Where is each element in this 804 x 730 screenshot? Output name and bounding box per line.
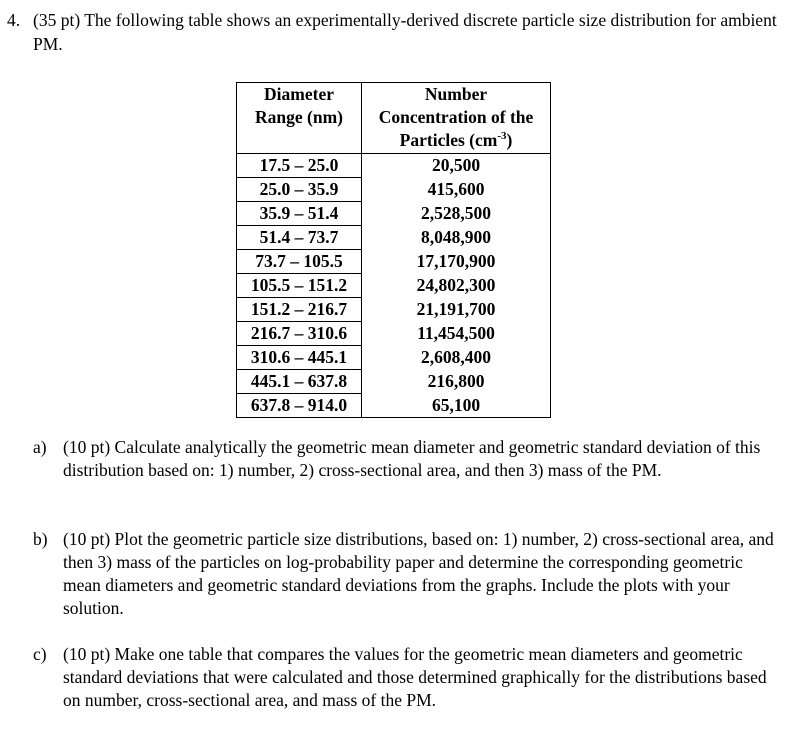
number-concentration-header bbox=[362, 83, 551, 154]
part-c-label: c) bbox=[33, 644, 47, 664]
diameter-range-cell: 73.7 – 105.5 bbox=[237, 250, 362, 274]
number-concentration-cell: 8,048,900 bbox=[362, 226, 551, 250]
number-concentration-cell: 415,600 bbox=[362, 178, 551, 202]
units-exponent: -3 bbox=[497, 130, 507, 143]
number-header-line3 bbox=[366, 129, 546, 152]
part-c-text: (10 pt) Make one table that compares the values for the geometric mean diameters and geometric standard deviations that were calculated and those determined graphically for the distributions based on number, cross-sectional area, and mass of the PM. bbox=[63, 644, 767, 710]
table-row bbox=[237, 226, 551, 250]
table-row bbox=[237, 178, 551, 202]
number-concentration-cell: 21,191,700 bbox=[362, 298, 551, 322]
number-concentration-cell: 65,100 bbox=[362, 394, 551, 418]
table-row bbox=[237, 274, 551, 298]
number-concentration-cell: 2,528,500 bbox=[362, 202, 551, 226]
question-text: (35 pt) The following table shows an experimentally-derived discrete particle size distribution for ambient PM. bbox=[33, 10, 777, 54]
diameter-range-cell: 35.9 – 51.4 bbox=[237, 202, 362, 226]
diameter-range-cell: 151.2 – 216.7 bbox=[237, 298, 362, 322]
table-row bbox=[237, 202, 551, 226]
table-row bbox=[237, 370, 551, 394]
diameter-header-line2: Range (nm) bbox=[255, 107, 343, 127]
part-b bbox=[33, 528, 783, 620]
diameter-range-cell: 105.5 – 151.2 bbox=[237, 274, 362, 298]
part-b-label: b) bbox=[33, 529, 48, 549]
diameter-range-cell: 216.7 – 310.6 bbox=[237, 322, 362, 346]
number-concentration-cell: 2,608,400 bbox=[362, 346, 551, 370]
table-row bbox=[237, 298, 551, 322]
number-concentration-cell: 216,800 bbox=[362, 370, 551, 394]
units-close: ) bbox=[506, 130, 513, 150]
diameter-header-line1: Diameter bbox=[264, 84, 334, 104]
part-a-label: a) bbox=[33, 437, 47, 457]
number-concentration-cell: 17,170,900 bbox=[362, 250, 551, 274]
number-header-line1: Number bbox=[424, 84, 488, 104]
question-number: 4. bbox=[7, 10, 21, 30]
table-row bbox=[237, 322, 551, 346]
part-a bbox=[33, 436, 783, 482]
particle-size-table bbox=[236, 82, 551, 418]
diameter-range-cell: 25.0 – 35.9 bbox=[237, 178, 362, 202]
number-concentration-cell: 11,454,500 bbox=[362, 322, 551, 346]
table-row bbox=[237, 250, 551, 274]
diameter-range-cell: 445.1 – 637.8 bbox=[237, 370, 362, 394]
table-row bbox=[237, 154, 551, 178]
diameter-range-cell: 17.5 – 25.0 bbox=[237, 154, 362, 178]
question-header bbox=[7, 8, 797, 56]
diameter-range-cell: 310.6 – 445.1 bbox=[237, 346, 362, 370]
table-row bbox=[237, 394, 551, 418]
number-header-line2: Concentration of the bbox=[378, 107, 534, 127]
number-concentration-cell: 20,500 bbox=[362, 154, 551, 178]
diameter-range-cell: 637.8 – 914.0 bbox=[237, 394, 362, 418]
diameter-range-cell: 51.4 – 73.7 bbox=[237, 226, 362, 250]
number-concentration-cell: 24,802,300 bbox=[362, 274, 551, 298]
diameter-range-header bbox=[237, 83, 362, 154]
table-body bbox=[237, 154, 551, 418]
table-row bbox=[237, 346, 551, 370]
part-b-text: (10 pt) Plot the geometric particle size distributions, based on: 1) number, 2) cross-sectional area, and then 3) mass of the particles on log-probability paper and determine the corresponding geometric mean diameters and geometric standard deviations from the graphs. Include the plots with your solution. bbox=[63, 529, 774, 618]
part-c bbox=[33, 643, 783, 712]
units-base: Particles (cm bbox=[399, 130, 498, 150]
table-header-row bbox=[237, 83, 551, 154]
part-a-text: (10 pt) Calculate analytically the geometric mean diameter and geometric standard deviation of this distribution based on: 1) number, 2) cross-sectional area, and then 3) mass of the PM. bbox=[63, 437, 761, 480]
